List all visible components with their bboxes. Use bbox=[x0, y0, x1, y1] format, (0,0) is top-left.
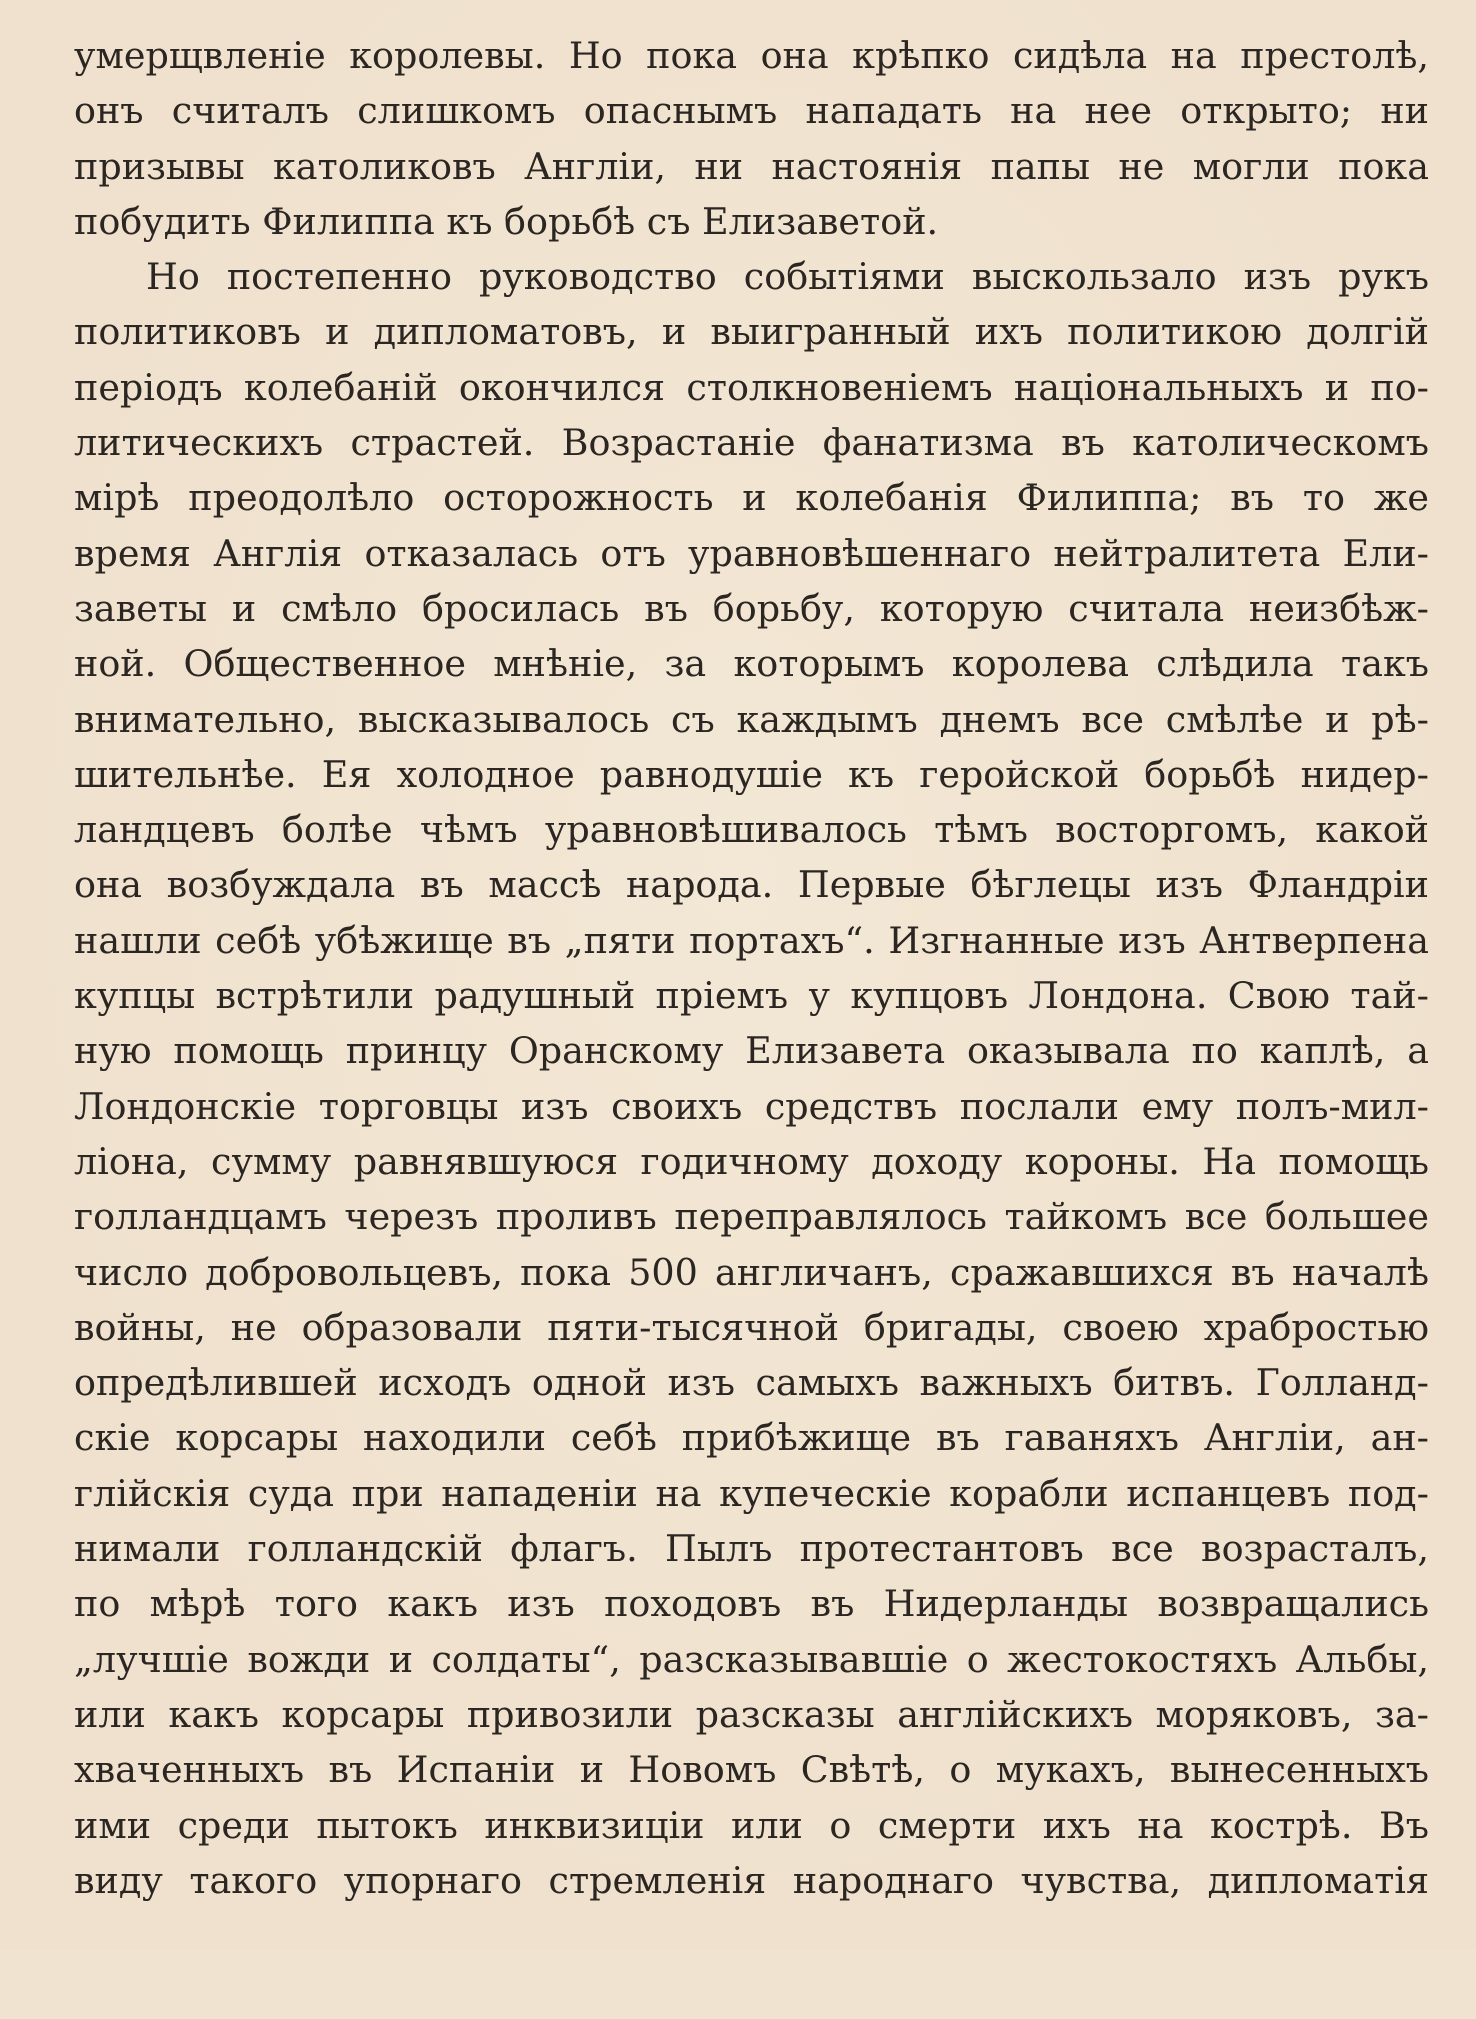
text-line: „лучшіе вожди и солдаты“, разсказывавшіе о жестокостяхъ Альбы, bbox=[74, 1637, 1429, 1681]
text-line: заветы и смѣло бросилась въ борьбу, которую считала неизбѣж- bbox=[74, 586, 1429, 630]
text-line: Но постепенно руководство событіями выскользало изъ рукъ bbox=[146, 255, 1429, 299]
text-line: глійскія суда при нападеніи на купеческіе корабли испанцевъ под- bbox=[74, 1471, 1429, 1515]
text-line bbox=[74, 1963, 1429, 2018]
text-line: Лондонскіе торговцы изъ своихъ средствъ послали ему полъ-мил- bbox=[74, 1084, 1429, 1128]
text-line: купцы встрѣтили радушный пріемъ у купцовъ Лондона. Свою тай- bbox=[74, 974, 1429, 1018]
text-line: число добровольцевъ, пока 500 англичанъ, сражавшихся въ началѣ bbox=[74, 1250, 1429, 1294]
paragraph-2 bbox=[74, 249, 1429, 2019]
text-line: ную помощь принцу Оранскому Елизавета оказывала по каплѣ, а bbox=[74, 1029, 1429, 1073]
text-line: внимательно, высказывалось съ каждымъ днемъ все смѣлѣе и рѣ- bbox=[74, 697, 1429, 741]
text-line: мірѣ преодолѣло осторожность и колебанія Филиппа; въ то же bbox=[74, 476, 1429, 520]
text-line: войны, не образовали пяти-тысячной бригады, своею храбростью bbox=[74, 1305, 1429, 1349]
text-line: время Англія отказалась отъ уравновѣшеннаго нейтралитета Ели- bbox=[74, 531, 1429, 575]
text-line: періодъ колебаній окончился столкновеніемъ національныхъ и по- bbox=[74, 365, 1429, 409]
text-line: онъ считалъ слишкомъ опаснымъ нападать на нее открыто; ни bbox=[74, 89, 1429, 133]
text-line: ими среди пытокъ инквизиціи или о смерти ихъ на кострѣ. Въ bbox=[74, 1803, 1429, 1847]
text-line: или какъ корсары привозили разсказы англійскихъ моряковъ, за- bbox=[74, 1692, 1429, 1736]
text-line: хваченныхъ въ Испаніи и Новомъ Свѣтѣ, о мукахъ, вынесенныхъ bbox=[74, 1748, 1429, 1792]
text-line: шительнѣе. Ея холодное равнодушіе къ геройской борьбѣ нидер- bbox=[74, 752, 1429, 796]
text-line: скіе корсары находили себѣ прибѣжище въ гаваняхъ Англіи, ан- bbox=[74, 1416, 1429, 1460]
text-line: литическихъ страстей. Возрастаніе фанатизма въ католическомъ bbox=[74, 421, 1429, 465]
text-line: ной. Общественное мнѣніе, за которымъ королева слѣдила такъ bbox=[74, 642, 1429, 686]
text-line: побудить Филиппа къ борьбѣ съ Елизаветой. bbox=[74, 199, 939, 243]
text-block bbox=[74, 28, 1429, 2019]
text-line: призывы католиковъ Англіи, ни настоянія папы не могли пока bbox=[74, 144, 1429, 188]
text-line: умерщвленіе королевы. Но пока она крѣпко сидѣла на престолѣ, bbox=[74, 34, 1429, 77]
text-line: виду такого упорнаго стремленія народнаго чувства, дипломатія bbox=[74, 1858, 1429, 1902]
text-line bbox=[74, 1908, 1429, 1963]
text-line: она возбуждала въ массѣ народа. Первые бѣглецы изъ Фландріи bbox=[74, 863, 1429, 907]
text-line: по мѣрѣ того какъ изъ походовъ въ Нидерланды возвращались bbox=[74, 1582, 1429, 1626]
text-line: ландцевъ болѣе чѣмъ уравновѣшивалось тѣмъ восторгомъ, какой bbox=[74, 808, 1429, 852]
text-line: нимали голландскій флагъ. Пылъ протестантовъ все возрасталъ, bbox=[74, 1527, 1429, 1571]
paragraph-1 bbox=[74, 28, 1429, 249]
text-line: нашли себѣ убѣжище въ „пяти портахъ“. Изгнанные изъ Антверпена bbox=[74, 918, 1429, 962]
text-line: голландцамъ черезъ проливъ переправлялось тайкомъ все большее bbox=[74, 1195, 1429, 1239]
text-line: ліона, сумму равнявшуюся годичному доходу короны. На помощь bbox=[74, 1139, 1429, 1183]
text-line: политиковъ и дипломатовъ, и выигранный ихъ политикою долгій bbox=[74, 310, 1429, 354]
text-line: опредѣлившей исходъ одной изъ самыхъ важныхъ битвъ. Голланд- bbox=[74, 1361, 1429, 1405]
